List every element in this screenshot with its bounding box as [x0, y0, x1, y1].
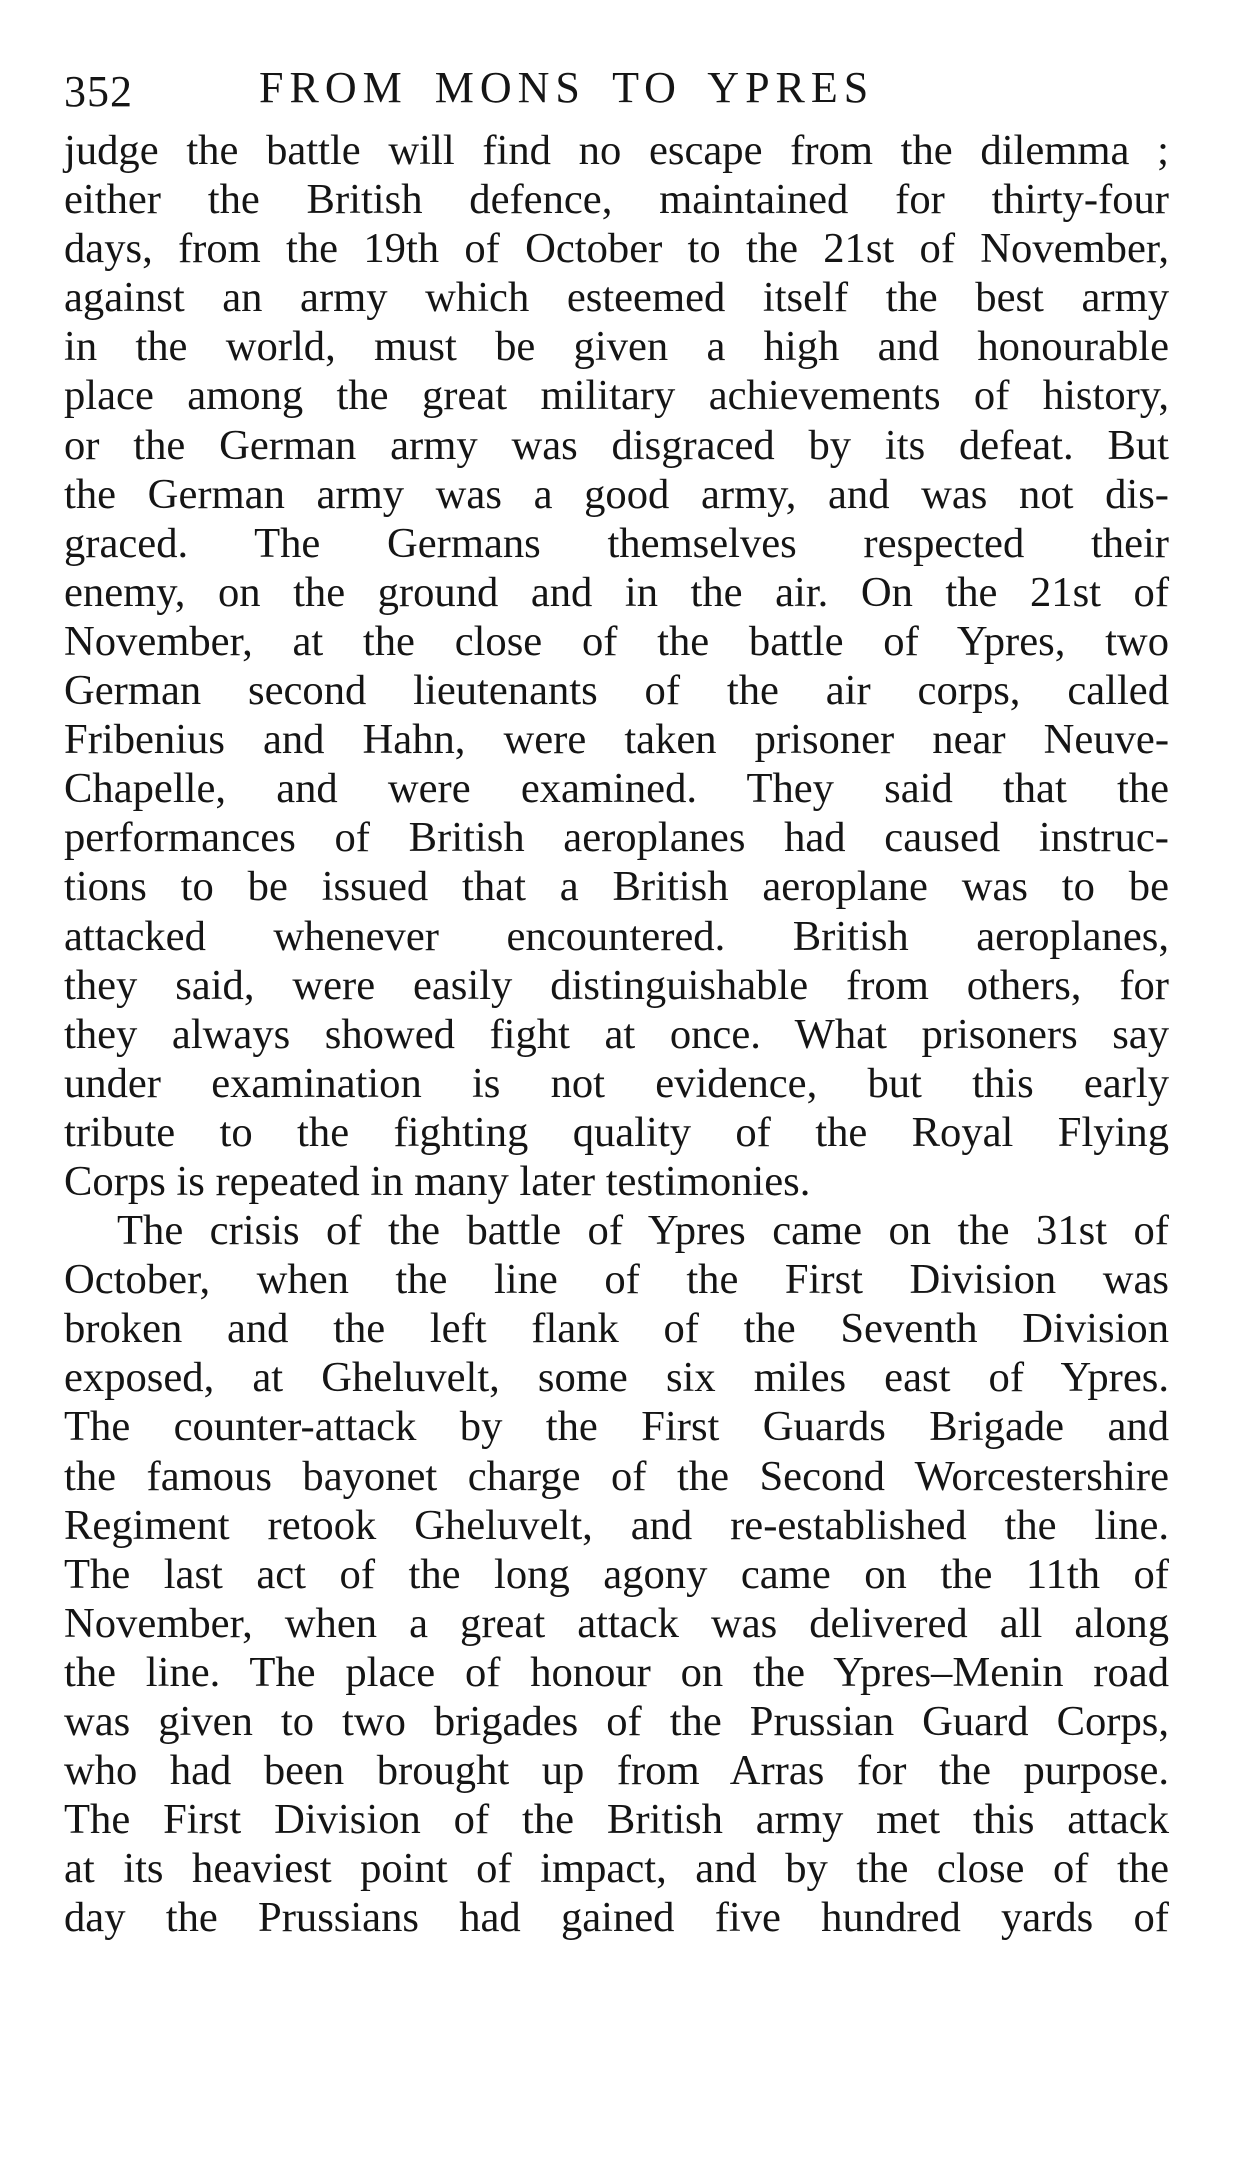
text-line: broken and the left flank of the Seventh Division: [64, 1305, 1169, 1353]
text-line: the German army was a good army, and was not dis-: [64, 470, 1169, 518]
text-line: The counter-attack by the First Guards Brigade and: [64, 1403, 1169, 1451]
text-line: The last act of the long agony came on the 11th of: [64, 1550, 1169, 1598]
text-line: Fribenius and Hahn, were taken prisoner near Neuve-: [64, 716, 1169, 764]
text-line: or the German army was disgraced by its defeat. But: [64, 421, 1169, 469]
text-line: who had been brought up from Arras for the purpose.: [64, 1747, 1169, 1795]
text-line: the line. The place of honour on the Ypres–Menin road: [64, 1648, 1169, 1696]
text-line: they always showed fight at once. What prisoners say: [64, 1010, 1169, 1058]
text-line: November, when a great attack was delivered all along: [64, 1599, 1169, 1647]
paragraph-1: [64, 126, 1169, 1206]
text-line: The First Division of the British army met this attack: [64, 1796, 1169, 1844]
text-line: The crisis of the battle of Ypres came on the 31st of: [117, 1207, 1169, 1255]
text-line: place among the great military achievements of history,: [64, 372, 1169, 420]
text-line: against an army which esteemed itself the best army: [64, 274, 1169, 322]
book-page: [64, 62, 1169, 1942]
text-line: enemy, on the ground and in the air. On the 21st of: [64, 568, 1169, 616]
text-line: judge the battle will find no escape from the dilemma ;: [64, 127, 1169, 174]
paragraph-2: [64, 1206, 1169, 1942]
text-line: at its heaviest point of impact, and by the close of the: [64, 1845, 1169, 1893]
body-text: [64, 126, 1169, 1942]
text-line: under examination is not evidence, but this early: [64, 1059, 1169, 1107]
page-number: 352: [64, 67, 133, 116]
text-line: October, when the line of the First Division was: [64, 1256, 1169, 1304]
text-line: tions to be issued that a British aeroplane was to be: [64, 863, 1169, 911]
text-line: November, at the close of the battle of Ypres, two: [64, 617, 1169, 665]
text-line: German second lieutenants of the air corps, called: [64, 667, 1169, 715]
text-line: days, from the 19th of October to the 21st of November,: [64, 225, 1169, 273]
text-line: Corps is repeated in many later testimonies.: [64, 1157, 811, 1205]
text-line: day the Prussians had gained five hundred yards of: [64, 1894, 1169, 1942]
text-line: performances of British aeroplanes had caused instruc-: [64, 814, 1169, 862]
text-line: attacked whenever encountered. British aeroplanes,: [64, 912, 1169, 960]
text-line: exposed, at Gheluvelt, some six miles east of Ypres.: [64, 1354, 1169, 1402]
text-line: was given to two brigades of the Prussian Guard Corps,: [64, 1698, 1169, 1745]
running-title: FROM MONS TO YPRES: [259, 63, 875, 112]
text-line: Chapelle, and were examined. They said that the: [64, 765, 1169, 813]
running-head: [64, 62, 1169, 120]
text-line: tribute to the fighting quality of the Royal Flying: [64, 1108, 1169, 1156]
text-line: Regiment retook Gheluvelt, and re-established the line.: [64, 1501, 1169, 1549]
text-line: graced. The Germans themselves respected their: [64, 519, 1169, 567]
text-line: the famous bayonet charge of the Second Worcestershire: [64, 1452, 1169, 1500]
text-line: in the world, must be given a high and honourable: [64, 323, 1169, 371]
text-line: either the British defence, maintained for thirty-four: [64, 176, 1169, 224]
text-line: they said, were easily distinguishable from others, for: [64, 961, 1169, 1009]
